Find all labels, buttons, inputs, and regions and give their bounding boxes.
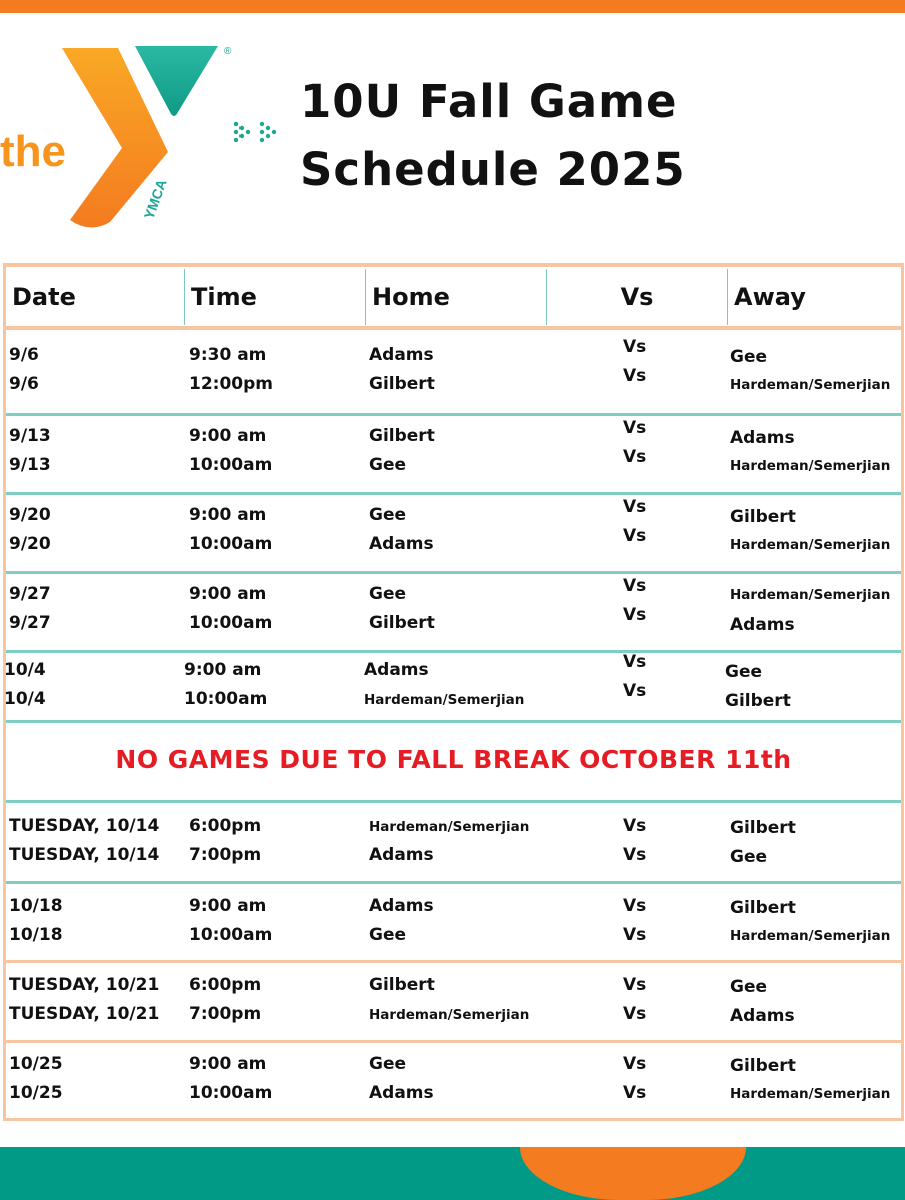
cell-date: 9/6 (9, 374, 39, 394)
cell-date: 9/27 (9, 584, 51, 604)
cell-home: Hardeman/Semerjian (369, 819, 530, 835)
cell-time: 9:00 am (189, 426, 267, 446)
cell-vs: Vs (623, 337, 647, 357)
cell-time: 10:00am (189, 534, 273, 554)
cell-vs: Vs (623, 605, 647, 625)
cell-away: Gee (730, 847, 768, 867)
row-divider (6, 720, 901, 723)
cell-home: Adams (369, 896, 434, 916)
header-vs: Vs (620, 283, 654, 311)
header-away: Away (734, 283, 806, 311)
cell-vs: Vs (623, 975, 647, 995)
cell-vs: Vs (623, 1083, 647, 1103)
cell-date: TUESDAY, 10/14 (9, 845, 160, 865)
cell-time: 10:00am (189, 455, 273, 475)
cell-vs: Vs (623, 497, 647, 517)
cell-date: TUESDAY, 10/21 (9, 975, 160, 995)
cell-away: Adams (730, 615, 795, 635)
header-time: Time (191, 283, 257, 311)
cell-time: 10:00am (189, 613, 273, 633)
cell-date: 10/25 (9, 1054, 63, 1074)
top-accent-bar (0, 0, 905, 13)
cell-away: Hardeman/Semerjian (730, 1086, 891, 1102)
header-home: Home (372, 283, 450, 311)
cell-date: 9/13 (9, 455, 51, 475)
cell-home: Adams (369, 345, 434, 365)
cell-home: Adams (369, 1083, 434, 1103)
cell-away: Hardeman/Semerjian (730, 537, 891, 553)
cell-home: Hardeman/Semerjian (364, 692, 525, 708)
cell-time: 10:00am (189, 925, 273, 945)
cell-time: 9:00 am (189, 896, 267, 916)
cell-vs: Vs (623, 845, 647, 865)
row-divider (6, 960, 901, 963)
cell-home: Gee (369, 455, 407, 475)
row-divider (6, 800, 901, 803)
cell-away: Gilbert (730, 898, 796, 918)
cell-away: Adams (730, 428, 795, 448)
cell-date: 9/20 (9, 505, 51, 525)
cell-home: Adams (364, 660, 429, 680)
cell-date: TUESDAY, 10/21 (9, 1004, 160, 1024)
cell-home: Gilbert (369, 975, 435, 995)
svg-text:the: the (0, 127, 66, 176)
cell-vs: Vs (623, 925, 647, 945)
cell-home: Gee (369, 925, 407, 945)
cell-home: Gee (369, 505, 407, 525)
cell-vs: Vs (623, 652, 647, 672)
cell-date: 10/4 (4, 689, 46, 709)
cell-vs: Vs (623, 1054, 647, 1074)
cell-away: Gilbert (725, 691, 791, 711)
cell-time: 10:00am (184, 689, 268, 709)
cell-home: Gee (369, 584, 407, 604)
row-divider (6, 571, 901, 574)
cell-time: 7:00pm (189, 1004, 262, 1024)
row-divider (6, 492, 901, 495)
cell-date: 10/18 (9, 896, 63, 916)
cell-vs: Vs (623, 526, 647, 546)
fall-break-notice: NO GAMES DUE TO FALL BREAK OCTOBER 11th (115, 745, 792, 774)
cell-away: Gee (730, 977, 768, 997)
footer-bar (0, 1147, 905, 1200)
cell-home: Gee (369, 1054, 407, 1074)
svg-text:®: ® (224, 46, 232, 57)
cell-time: 9:00 am (184, 660, 262, 680)
title-line-1: 10U Fall Game (300, 75, 678, 128)
cell-away: Gee (730, 347, 768, 367)
row-divider (6, 413, 901, 416)
dotted-arrow-icon (232, 118, 284, 146)
cell-home: Gilbert (369, 613, 435, 633)
row-divider (6, 881, 901, 884)
cell-away: Gilbert (730, 507, 796, 527)
schedule-table (3, 263, 904, 1121)
cell-away: Hardeman/Semerjian (730, 458, 891, 474)
cell-time: 9:00 am (189, 584, 267, 604)
row-divider (6, 650, 901, 653)
cell-date: 10/18 (9, 925, 63, 945)
cell-home: Hardeman/Semerjian (369, 1007, 530, 1023)
cell-date: 10/25 (9, 1083, 63, 1103)
title-line-2: Schedule 2025 (300, 143, 686, 196)
cell-away: Adams (730, 1006, 795, 1026)
cell-vs: Vs (623, 896, 647, 916)
cell-time: 6:00pm (189, 816, 262, 836)
cell-time: 6:00pm (189, 975, 262, 995)
cell-home: Adams (369, 534, 434, 554)
cell-vs: Vs (623, 816, 647, 836)
cell-vs: Vs (623, 447, 647, 467)
cell-date: TUESDAY, 10/14 (9, 816, 160, 836)
cell-home: Adams (369, 845, 434, 865)
cell-date: 9/27 (9, 613, 51, 633)
ymca-logo (0, 40, 240, 240)
header-date: Date (12, 283, 76, 311)
cell-date: 9/6 (9, 345, 39, 365)
cell-away: Gilbert (730, 1056, 796, 1076)
cell-time: 7:00pm (189, 845, 262, 865)
cell-vs: Vs (623, 681, 647, 701)
cell-time: 12:00pm (189, 374, 273, 394)
cell-home: Gilbert (369, 374, 435, 394)
cell-away: Gilbert (730, 818, 796, 838)
cell-time: 9:00 am (189, 1054, 267, 1074)
cell-away: Hardeman/Semerjian (730, 587, 891, 603)
cell-vs: Vs (623, 418, 647, 438)
cell-time: 10:00am (189, 1083, 273, 1103)
table-header (6, 267, 901, 328)
cell-time: 9:30 am (189, 345, 267, 365)
cell-away: Gee (725, 662, 763, 682)
cell-date: 10/4 (4, 660, 46, 680)
cell-away: Hardeman/Semerjian (730, 377, 891, 393)
svg-text:YMCA: YMCA (140, 177, 170, 222)
cell-home: Gilbert (369, 426, 435, 446)
cell-vs: Vs (623, 366, 647, 386)
page-title (300, 68, 720, 204)
row-divider (6, 1040, 901, 1043)
cell-date: 9/20 (9, 534, 51, 554)
cell-vs: Vs (623, 1004, 647, 1024)
cell-away: Hardeman/Semerjian (730, 928, 891, 944)
cell-date: 9/13 (9, 426, 51, 446)
cell-time: 9:00 am (189, 505, 267, 525)
header-underline (6, 326, 901, 330)
cell-vs: Vs (623, 576, 647, 596)
